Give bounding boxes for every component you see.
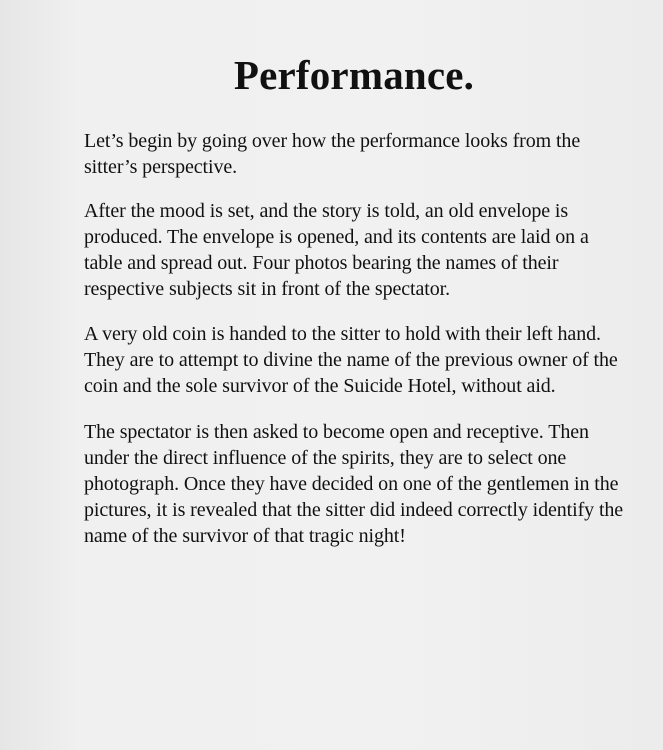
paragraph-intro: Let’s begin by going over how the performance looks from the sitter’s perspective. xyxy=(84,130,581,178)
paragraph-coin: A very old coin is handed to the sitter to hold with their left hand. They are to attempt to divine the name of the previous owner of the coin and the sole survivor of the Suicide Hotel, without aid. xyxy=(84,323,618,397)
page-title: Performance. xyxy=(233,52,475,98)
page-content xyxy=(84,50,624,567)
paragraph-reveal: The spectator is then asked to become open and receptive. Then under the direct influence of the spirits, they are to select one photograph. Once they have decided on one of the gentlemen in the pictures, it is revealed that the sitter did indeed correctly identify the name of the survivor of that tragic night! xyxy=(84,421,624,547)
paragraph-envelope: After the mood is set, and the story is told, an old envelope is produced. The envelope is opened, and its contents are laid on a table and spread out. Four photos bearing the names of their respective subjects sit in front of the spectator. xyxy=(84,200,589,300)
